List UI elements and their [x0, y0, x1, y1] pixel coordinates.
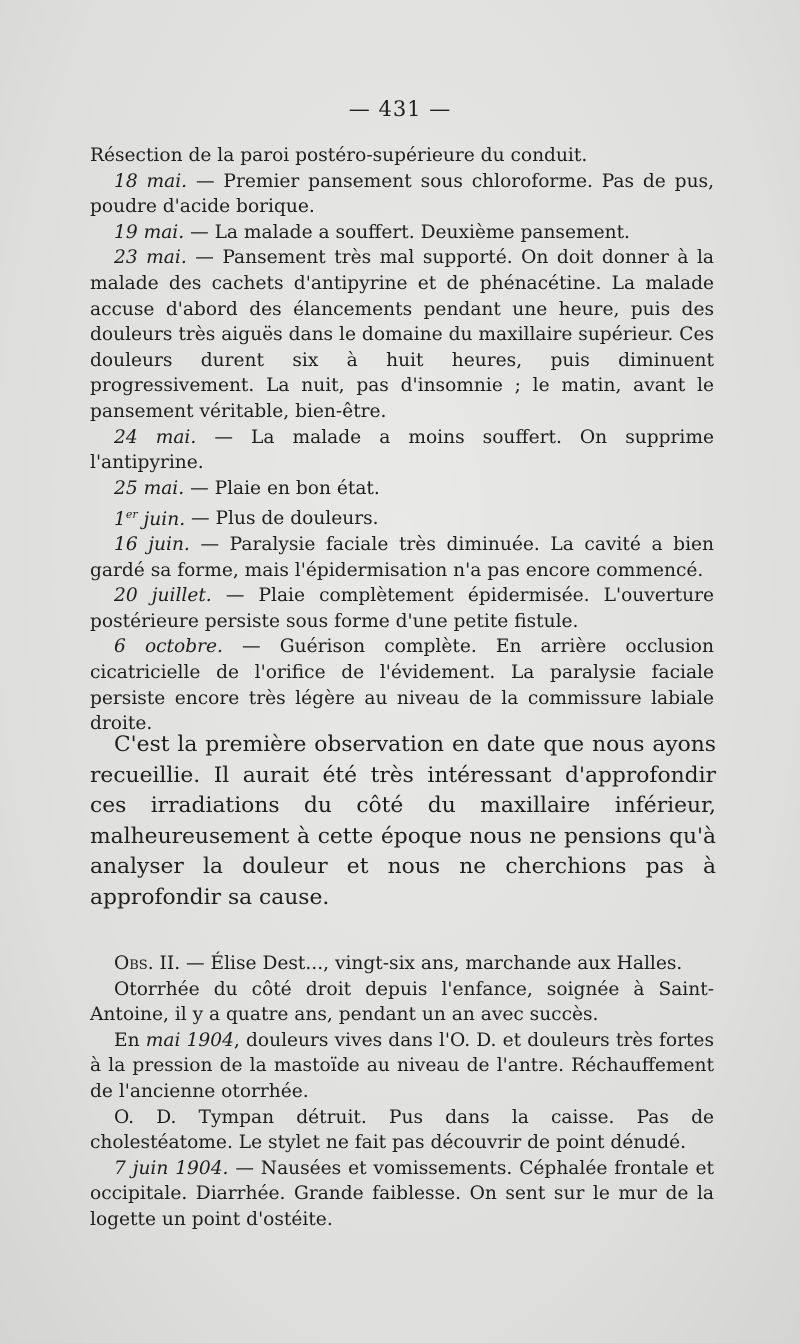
- entry-text: — Pansement très mal supporté. On doit donner à la malade des cachets d'antipyrine et de phénacétine. La malade accuse d'abord des élancements pendant une heure, puis des douleurs très aiguës dans le domaine du maxillaire supérieur. Ces douleurs durent six à huit heures, puis diminuent progressivement. La nuit, pas d'insomnie ; le matin, avant le pansement véritable, bien-être.: [90, 247, 714, 422]
- entry-7-juin-1904: [90, 1156, 714, 1233]
- commentary: [90, 730, 716, 913]
- paragraph-text: Résection de la paroi postéro-supérieure du conduit.: [90, 145, 588, 166]
- entry-16-juin: [90, 532, 714, 583]
- observation-notes: [90, 143, 714, 737]
- entry-text: — Nausées et vomissements. Céphalée frontale et occipitale. Diarrhée. Grande faiblesse. On sent sur le mur de la logette un point d'ostéite.: [90, 1157, 714, 1230]
- entry-date: 7 juin 1904.: [114, 1157, 229, 1179]
- entry-23-mai: [90, 245, 714, 424]
- entry-text: — Premier pansement sous chloroforme. Pas de pus, poudre d'acide borique.: [90, 170, 714, 218]
- entry-25-mai: [90, 476, 714, 502]
- entry-date-month: juin.: [137, 508, 186, 530]
- entry-24-mai: [90, 425, 714, 476]
- page-number: — 431 —: [348, 97, 452, 121]
- entry-date: [114, 509, 185, 530]
- entry-18-mai: [90, 169, 714, 220]
- entry-text: , douleurs vives dans l'O. D. et douleurs très fortes à la pression de la mastoïde au niveau de l'antre. Réchauffement de l'ancienne otorrhée.: [90, 1029, 714, 1102]
- observation-two: [90, 951, 714, 1233]
- entry-text: — Guérison complète. En arrière occlusion cicatricielle de l'orifice de l'évidement. La paralysie faciale persiste encore très légère au niveau de la commissure labiale droite.: [90, 636, 714, 735]
- entry-date: 6 octobre.: [114, 636, 223, 658]
- paragraph: [90, 143, 714, 169]
- entry-date: 25 mai.: [114, 477, 185, 499]
- entry-date: 20 juillet.: [114, 585, 212, 607]
- entry-text: — Plaie en bon état.: [184, 477, 380, 499]
- entry-text: — Plaie complètement épidermisée. L'ouverture postérieure persiste sous forme d'une petite fistule.: [90, 585, 714, 632]
- entry-date-number: 1: [114, 508, 126, 530]
- commentary-paragraph: C'est la première observation en date que nous ayons recueillie. Il aurait été très intéressant d'approfondir ces irradiations du côté du maxillaire inférieur, malheureusement à cette époque nous ne pensions qu'à analyser la douleur et nous ne cherchions pas à approfondir sa cause.: [90, 732, 716, 910]
- paragraph: Otorrhée du côté droit depuis l'enfance, soignée à Saint-Antoine, il y a quatre ans, pendant un an avec succès.: [90, 978, 714, 1026]
- obs-label: Obs. II.: [114, 953, 181, 974]
- entry-date-ordinal: er: [125, 507, 138, 521]
- entry-text: — Plus de douleurs.: [185, 508, 379, 530]
- obs-patient: — Élise Dest..., vingt-six ans, marchande aux Halles.: [180, 953, 683, 974]
- entry-date: 16 juin.: [114, 534, 190, 556]
- entry-20-juillet: [90, 583, 714, 634]
- entry-6-octobre: [90, 634, 714, 736]
- entry-19-mai: [90, 220, 714, 246]
- entry-1er-juin: [90, 501, 714, 532]
- paragraph-lead: En: [114, 1029, 146, 1051]
- obs-heading: [90, 951, 714, 977]
- paragraph: [90, 1028, 714, 1105]
- paragraph: O. D. Tympan détruit. Pus dans la caisse. Pas de cholestéatome. Le stylet ne fait pas découvrir de point dénudé.: [90, 1106, 714, 1154]
- entry-text: — Paralysie faciale très diminuée. La cavité a bien gardé sa forme, mais l'épidermisation n'a pas encore commencé.: [90, 534, 714, 581]
- entry-date: 24 mai.: [114, 426, 197, 448]
- entry-text: — La malade a moins souffert. On supprime l'antipyrine.: [90, 426, 714, 474]
- entry-date: 18 mai.: [114, 170, 188, 192]
- entry-date: 19 mai.: [114, 221, 185, 243]
- entry-date: mai 1904: [145, 1029, 234, 1051]
- entry-date: 23 mai.: [114, 247, 187, 269]
- entry-text: — La malade a souffert. Deuxième pansement.: [184, 221, 630, 243]
